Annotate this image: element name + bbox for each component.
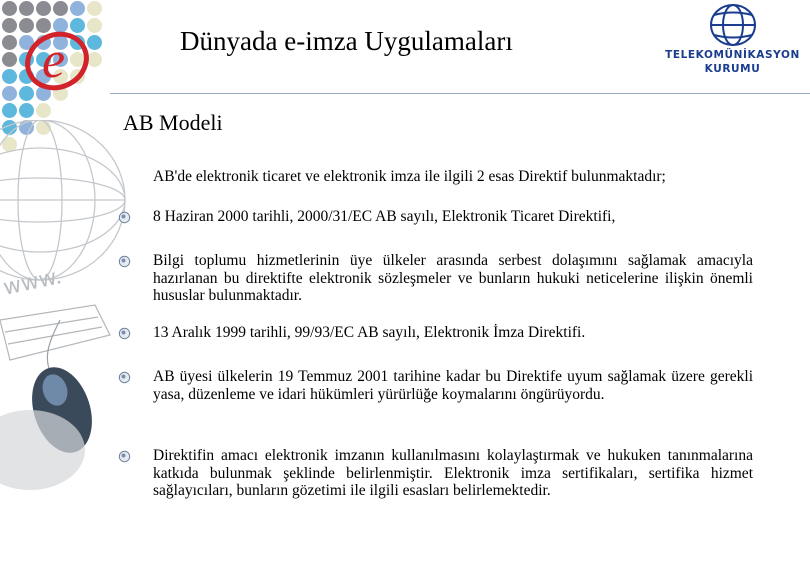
globe-icon	[703, 2, 763, 48]
intro-text: AB'de elektronik ticaret ve elektronik imza ile ilgili 2 esas Direktif bulunmaktadır;	[153, 168, 666, 185]
section-heading: AB Modeli	[123, 110, 223, 135]
list-item	[118, 208, 758, 226]
list-item	[118, 252, 758, 305]
decorative-dot	[2, 52, 17, 67]
bullet-text: Bilgi toplumu hizmetlerinin üye ülkeler arasında serbest dolaşımını sağlamak amacıyla hazırlanan bu direktifte elektronik sözleşmeler ve bunların hukuki neticelerine ilişkin önemli hususlar bulunmaktadır.	[153, 252, 753, 304]
bullet-icon	[118, 450, 131, 463]
decorative-dot	[19, 103, 34, 118]
bullet-icon	[118, 255, 131, 268]
svg-text:www.: www.	[1, 264, 64, 301]
decorative-dot	[53, 1, 68, 16]
bullet-text: 13 Aralık 1999 tarihli, 99/93/EC AB sayılı, Elektronik İmza Direktifi.	[153, 324, 586, 341]
decorative-dot	[2, 69, 17, 84]
bullet-icon	[118, 371, 131, 384]
decorative-dot	[2, 18, 17, 33]
decorative-dot	[36, 1, 51, 16]
list-item	[118, 447, 758, 500]
globe-mouse-keyboard-icon	[0, 120, 130, 570]
slide-title: Dünyada e-imza Uygulamaları	[180, 26, 513, 56]
list-item	[118, 324, 758, 342]
organization-name-line2: KURUMU	[704, 63, 761, 75]
svg-text:e: e	[42, 32, 66, 89]
decorative-dot	[70, 1, 85, 16]
bullet-icon	[118, 211, 131, 224]
e-logo-icon	[22, 25, 92, 95]
decorative-dot	[2, 35, 17, 50]
list-item	[118, 368, 758, 403]
decorative-dot	[2, 86, 17, 101]
bullet-text: 8 Haziran 2000 tarihli, 2000/31/EC AB sayılı, Elektronik Ticaret Direktifi,	[153, 208, 616, 225]
organization-logo	[655, 2, 810, 84]
bullet-text: Direktifin amacı elektronik imzanın kullanılmasını kolaylaştırmak ve hukuken tanınmalarına katkıda bulunmak şeklinde belirlenmiştir. Elektronik imza sertifikaları, sertifika hizmet sağlayıcıları, bunların gözetimi ile ilgili esasları belirlemektedir.	[153, 447, 753, 499]
organization-name-line1: TELEKOMÜNİKASYON	[665, 49, 800, 61]
decorative-dot	[87, 1, 102, 16]
decorative-dot	[2, 103, 17, 118]
decorative-dot	[36, 103, 51, 118]
bullet-text: AB üyesi ülkelerin 19 Temmuz 2001 tarihine kadar bu Direktife uyum sağlamak üzere gerekli yasa, düzenleme ve idari hükümleri yürürlüğe koymalarını öngürüyordu.	[153, 368, 753, 403]
decorative-dot	[2, 1, 17, 16]
bullet-icon	[118, 327, 131, 340]
decorative-dot	[19, 1, 34, 16]
header-divider	[110, 93, 810, 94]
